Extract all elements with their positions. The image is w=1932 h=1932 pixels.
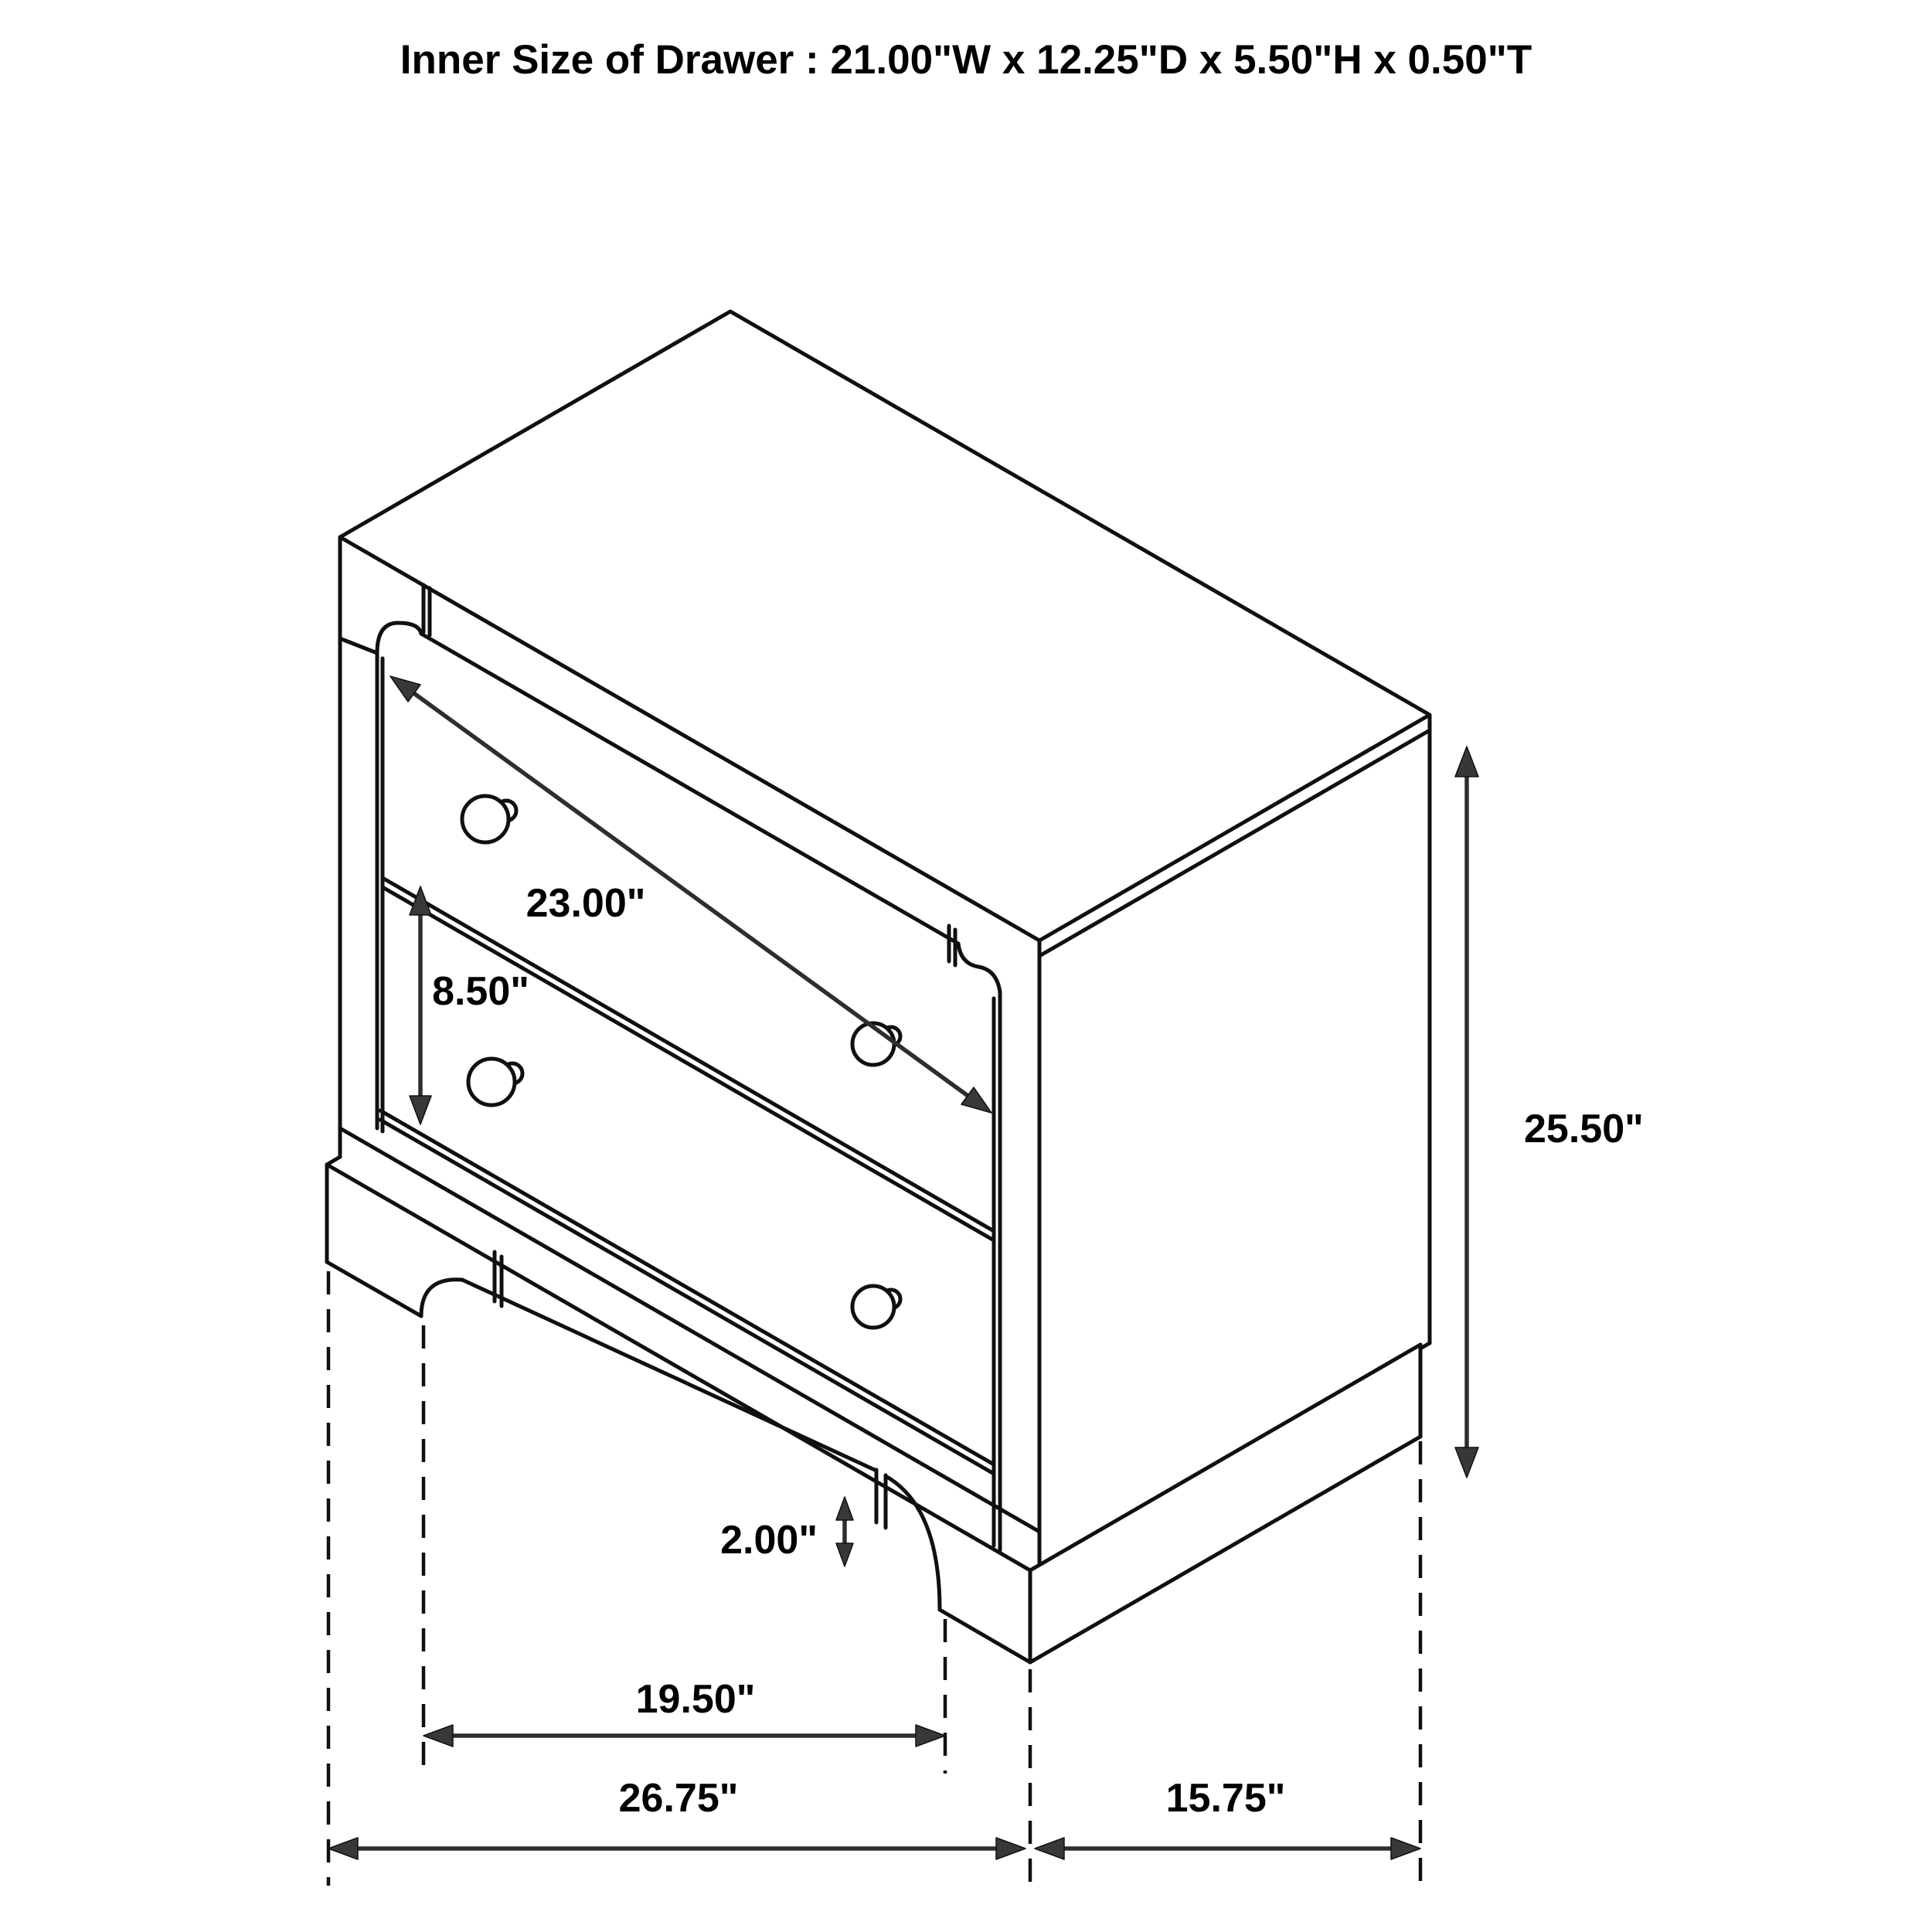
arrowhead-icon <box>1035 1838 1064 1859</box>
arrowhead-icon <box>836 1543 853 1566</box>
arrowhead-icon <box>1391 1838 1420 1859</box>
arrowhead-icon <box>328 1838 358 1859</box>
dim-label-overall-depth: 15.75" <box>1165 1776 1286 1821</box>
dim-label-drawer-front-height: 8.50" <box>432 969 529 1014</box>
arrowhead-icon <box>916 1725 945 1747</box>
diagram-title: Inner Size of Drawer : 21.00"W x 12.25"D x 5.50"H x 0.50"T <box>400 37 1532 83</box>
arrowhead-icon <box>996 1838 1026 1859</box>
dim-label-foot-height: 2.00" <box>720 1518 818 1563</box>
dim-foot-span <box>423 1677 945 1747</box>
dim-overall-height <box>1455 747 1644 1478</box>
dim-label-foot-span: 19.50" <box>635 1677 756 1722</box>
arrowhead-icon <box>836 1497 853 1520</box>
arrowhead-icon <box>1455 1447 1478 1478</box>
dim-label-overall-width: 26.75" <box>618 1776 739 1821</box>
arrowhead-icon <box>423 1725 453 1747</box>
dim-label-overall-height: 25.50" <box>1524 1107 1644 1151</box>
dim-overall-depth <box>1035 1776 1420 1859</box>
dim-overall-width <box>328 1776 1026 1859</box>
arrowhead-icon <box>1455 747 1478 777</box>
dim-foot-height <box>720 1497 853 1566</box>
dim-label-drawer-width: 23.00" <box>526 881 646 926</box>
